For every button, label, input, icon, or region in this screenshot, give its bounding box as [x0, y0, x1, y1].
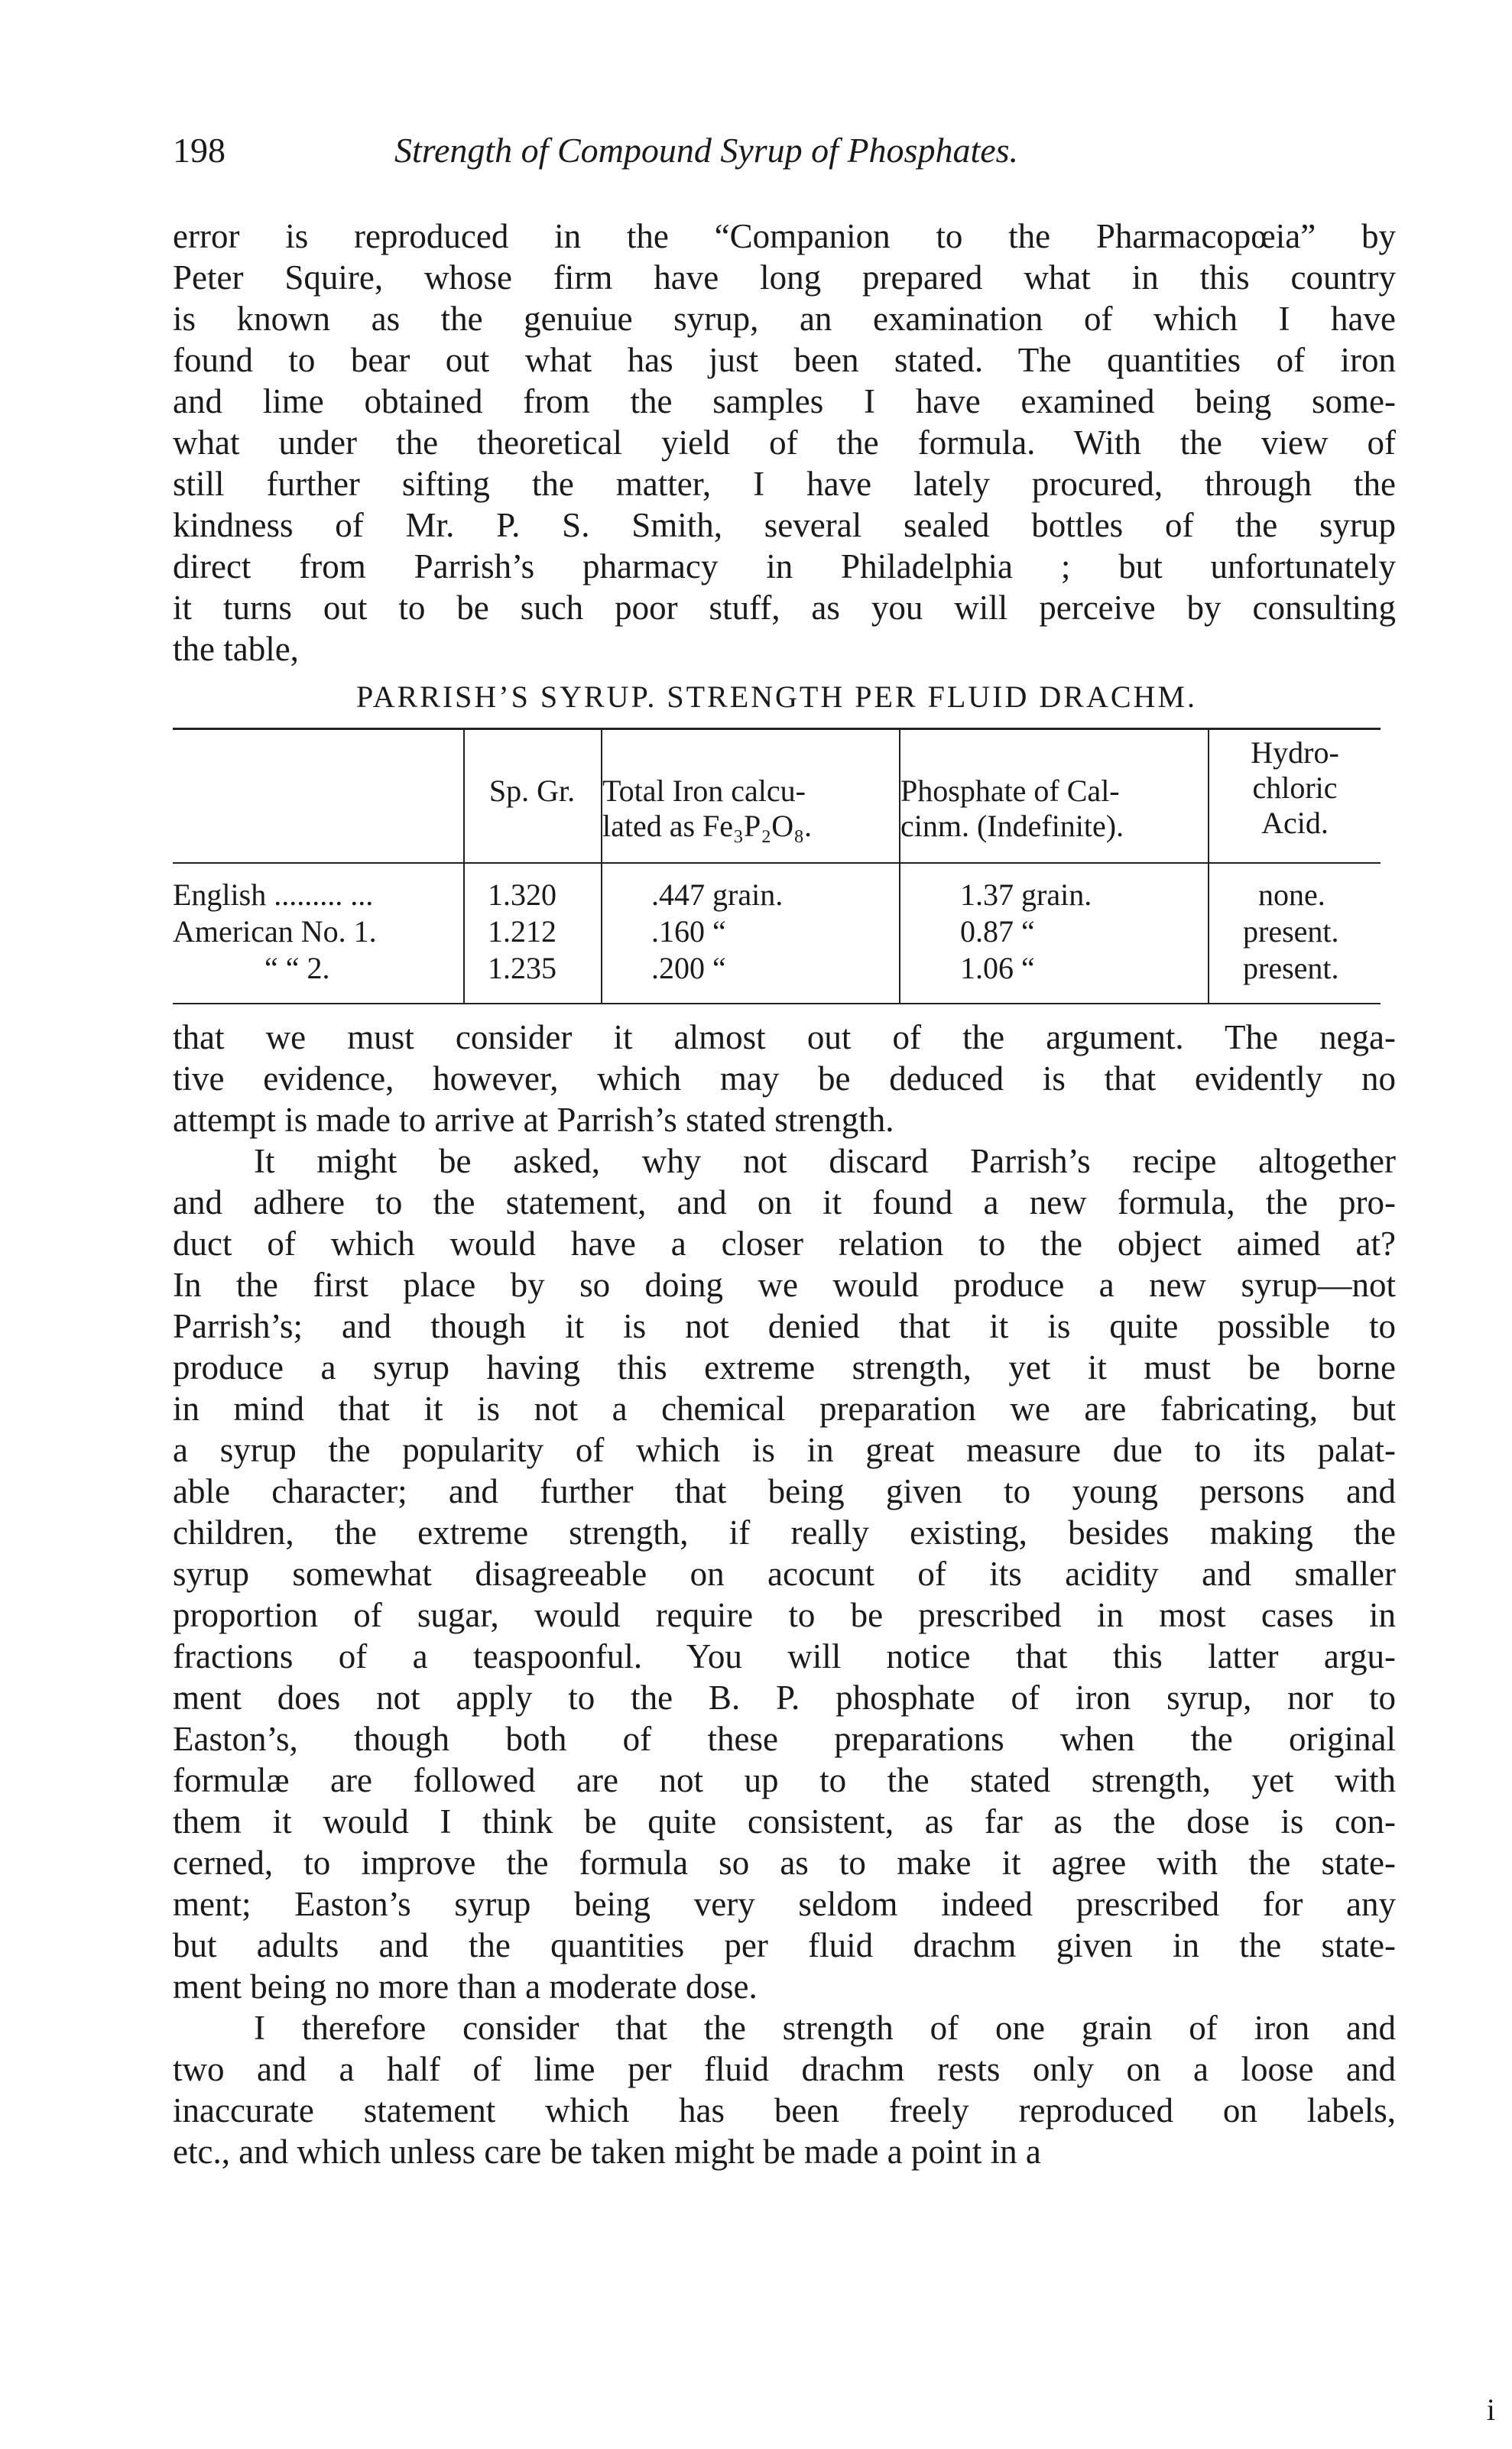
page-number: 198: [173, 131, 226, 170]
text-line: children, the extreme strength, if really existing, besides making the: [173, 1513, 1396, 1552]
text-line: them it would I think be quite consistent, as far as the dose is con-: [173, 1802, 1396, 1841]
row-2-phosphate: 0.87 “: [960, 914, 1035, 949]
header-total-iron: [602, 774, 899, 844]
text-line: etc., and which unless care be taken might be made a point in a: [173, 2133, 1041, 2171]
row-3-sp-gr: 1.235: [488, 951, 556, 985]
header-hydrochloric-line-1: Hydro-: [1251, 735, 1339, 770]
text-line: two and a half of lime per fluid drachm rests only on a loose and: [173, 2050, 1396, 2088]
header-phosphate-line-2: cinm. (Indefinite).: [900, 809, 1124, 843]
text-line: and lime obtained from the samples I have examined being some-: [173, 382, 1396, 420]
text-line: formulæ are followed are not up to the stated strength, yet with: [173, 1761, 1396, 1799]
text-line: kindness of Mr. P. S. Smith, several sealed bottles of the syrup: [173, 506, 1396, 544]
row-1-sp-gr: 1.320: [488, 877, 556, 912]
row-1-name: English ......... ...: [173, 877, 374, 912]
row-2-iron: .160 “: [651, 914, 726, 949]
text-line: what under the theoretical yield of the formula. With the view of: [173, 423, 1396, 462]
footer-mark: i: [1486, 2392, 1495, 2427]
row-2-name: American No. 1.: [173, 914, 377, 949]
row-1-phosphate: 1.37 grain.: [960, 877, 1092, 912]
strength-table: [173, 728, 1381, 1018]
table-title: PARRISH’S SYRUP. STRENGTH PER FLUID DRACHM.: [356, 680, 1197, 714]
text-line: inaccurate statement which has been freely reproduced on labels,: [173, 2091, 1396, 2129]
text-line: fractions of a teaspoonful. You will notice that this latter argu-: [173, 1637, 1396, 1675]
column-divider: [601, 728, 602, 1003]
text-line: a syrup the popularity of which is in great measure due to its palat-: [173, 1431, 1396, 1469]
header-sp-gr-label: Sp. Gr.: [488, 774, 576, 808]
text-line: that we must consider it almost out of the argument. The nega-: [173, 1018, 1396, 1056]
text-line: I therefore consider that the strength of one grain of iron and: [254, 2009, 1396, 2047]
row-3-iron: .200 “: [651, 951, 726, 985]
text-line: is known as the genuiue syrup, an examination of which I have: [173, 300, 1396, 338]
header-total-iron-line-1: Total Iron calcu-: [602, 774, 806, 808]
row-2-hcl: present.: [1243, 914, 1339, 949]
header-total-iron-line-2: lated as Fe₃P₂O₈.: [602, 809, 813, 843]
row-3-name: “ “ 2.: [264, 951, 330, 985]
text-line: syrup somewhat disagreeable on acocunt of its acidity and smaller: [173, 1555, 1396, 1593]
paragraph-1: [173, 216, 1396, 670]
row-1-hcl: none.: [1258, 877, 1325, 912]
text-line: Parrish’s; and though it is not denied that it is quite possible to: [173, 1307, 1396, 1345]
running-title: Strength of Compound Syrup of Phosphates.: [394, 131, 1019, 170]
text-line: cerned, to improve the formula so as to make it agree with the state-: [173, 1844, 1396, 1882]
text-line: In the first place by so doing we would produce a new syrup—not: [173, 1266, 1396, 1304]
text-line: the table,: [173, 630, 299, 668]
text-line: and adhere to the statement, and on it found a new formula, the pro-: [173, 1183, 1396, 1221]
column-divider: [463, 728, 465, 1003]
text-line: It might be asked, why not discard Parrish’s recipe altogether: [254, 1142, 1396, 1180]
header-hydrochloric: [1209, 735, 1381, 841]
text-line: duct of which would have a closer relation to the object aimed at?: [173, 1224, 1396, 1263]
text-line: attempt is made to arrive at Parrish’s stated strength.: [173, 1101, 894, 1139]
column-divider: [899, 728, 900, 1003]
text-line: produce a syrup having this extreme strength, yet it must be borne: [173, 1348, 1396, 1387]
table-top-rule: [173, 728, 1381, 730]
text-line: ment being no more than a moderate dose.: [173, 1967, 758, 2006]
header-phosphate-line-1: Phosphate of Cal-: [900, 774, 1120, 808]
row-3-hcl: present.: [1243, 951, 1339, 985]
text-line: but adults and the quantities per fluid drachm given in the state-: [173, 1926, 1396, 1964]
table-bottom-rule: [173, 1003, 1381, 1004]
text-line: in mind that it is not a chemical preparation we are fabricating, but: [173, 1390, 1396, 1428]
text-line: ment; Easton’s syrup being very seldom indeed prescribed for any: [173, 1885, 1396, 1923]
header-sp-gr: [465, 774, 599, 809]
text-line: Easton’s, though both of these preparations when the original: [173, 1720, 1396, 1758]
text-line: Peter Squire, whose firm have long prepared what in this country: [173, 258, 1396, 297]
paragraph-2: [173, 1017, 1396, 2172]
text-line: ment does not apply to the B. P. phosphate of iron syrup, nor to: [173, 1679, 1396, 1717]
text-line: tive evidence, however, which may be deduced is that evidently no: [173, 1059, 1396, 1098]
header-hydrochloric-line-2: chloric: [1252, 770, 1338, 805]
text-line: proportion of sugar, would require to be prescribed in most cases in: [173, 1596, 1396, 1634]
row-1-iron: .447 grain.: [651, 877, 784, 912]
text-line: error is reproduced in the “Companion to the Pharmacopœia” by: [173, 217, 1396, 255]
page-header: [173, 130, 1381, 183]
row-2-sp-gr: 1.212: [488, 914, 556, 949]
text-line: direct from Parrish’s pharmacy in Philadelphia ; but unfortunately: [173, 547, 1396, 585]
text-line: found to bear out what has just been stated. The quantities of iron: [173, 341, 1396, 379]
table-header-rule: [173, 862, 1381, 864]
text-line: able character; and further that being given to young persons and: [173, 1472, 1396, 1510]
text-line: still further sifting the matter, I have lately procured, through the: [173, 465, 1396, 503]
row-3-phosphate: 1.06 “: [960, 951, 1035, 985]
header-phosphate: [900, 774, 1208, 844]
text-line: it turns out to be such poor stuff, as you will perceive by consulting: [173, 589, 1396, 627]
header-hydrochloric-line-3: Acid.: [1261, 806, 1329, 840]
